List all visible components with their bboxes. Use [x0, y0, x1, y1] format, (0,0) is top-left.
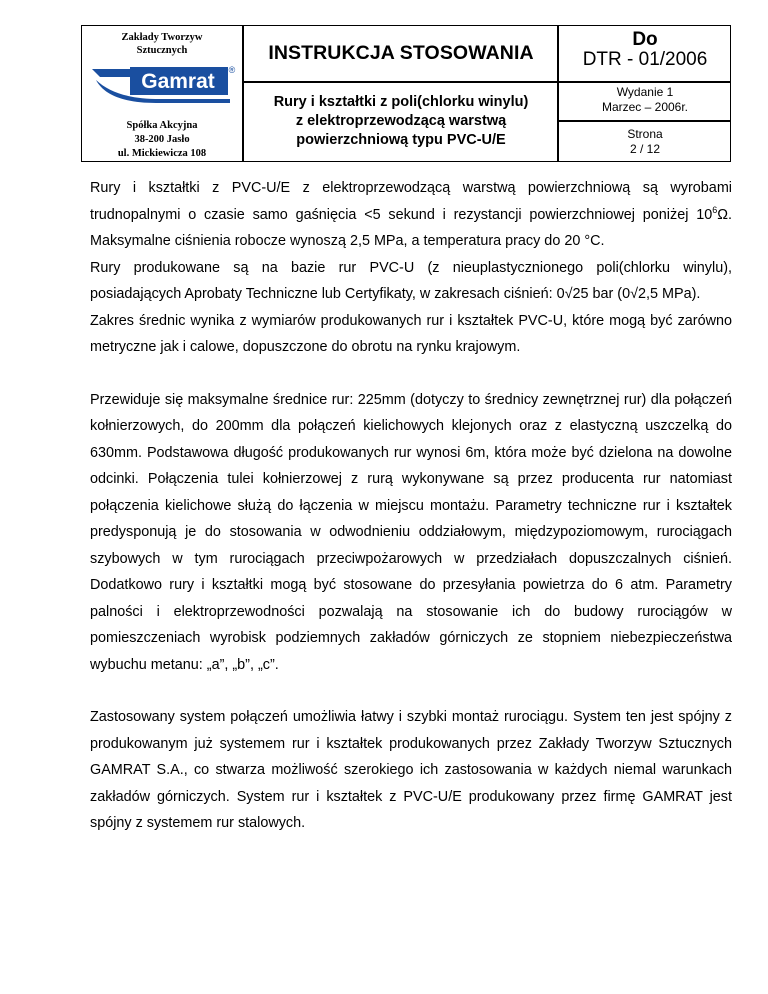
paragraph-3: Zakres średnic wynika z wymiarów produkowanych rur i kształtek PVC-U, które mogą być zarówno metryczne jak i calowe, dopuszczone do obrotu na rynku krajowym. [90, 312, 732, 355]
document-title: INSTRUKCJA STOSOWANIA [268, 42, 534, 64]
registered-mark: ® [228, 65, 236, 75]
dtr-number: DTR - 01/2006 [582, 49, 708, 70]
company-address [82, 119, 242, 161]
edition-date: Marzec – 2006r. [601, 100, 689, 114]
company-type: Spółka Akcyjna [126, 120, 198, 131]
header-divider [557, 120, 730, 122]
document-header [81, 25, 731, 162]
subtitle-line-1: Rury i kształtki z poli(chlorku winylu) [273, 94, 529, 110]
company-street: ul. Mickiewicza 108 [117, 148, 207, 159]
company-city: 38-200 Jasło [134, 134, 190, 145]
paragraph-2: Rury produkowane są na bazie rur PVC-U (z nieuplastycznionego poli(chlorku winylu), posiadających Aprobaty Techniczne lub Certyfikaty, w zakresach ciśnień: 0√25 bar (0√2,5 MPa). [90, 259, 732, 302]
exponent: 6 [712, 204, 718, 215]
company-line-2: Sztucznych [136, 45, 188, 56]
paragraph-1-text-b: Ω. Maksymalne ciśnienia robocze wynoszą 2,5 MPa, a temperatura pracy do 20 °C. [90, 206, 732, 249]
paragraph-1 [90, 175, 732, 255]
page-label: Strona [627, 127, 663, 141]
document-subtitle [244, 93, 558, 150]
header-divider [242, 81, 730, 83]
paragraph-1-text-a: Rury i kształtki z PVC-U/E z elektroprzewodzącą warstwą powierzchniową są wyrobami trudnopalnymi o czasie samo gaśnięcia <5 sekund i rezystancji powierzchniowej poniżej 10 [90, 180, 732, 223]
company-name [82, 31, 242, 57]
company-line-1: Zakłady Tworzyw [121, 32, 203, 43]
page-number: 2 / 12 [629, 142, 661, 156]
gamrat-logo [90, 63, 236, 105]
edition-info [559, 85, 731, 115]
subtitle-line-2: z elektroprzewodzącą warstwą [295, 113, 507, 129]
document-body [90, 175, 732, 837]
edition-number: Wydanie 1 [616, 85, 674, 99]
do-label: Do [632, 29, 658, 50]
paragraph-4: Przewiduje się maksymalne średnice rur: 225mm (dotyczy to średnicy zewnętrznej rur) dla połączeń kołnierzowych, do 200mm dla połączeń kielichowych klejonych oraz z elastyczną uszczelką do 630mm. Podstawowa długość produkowanych rur wynosi 6m, która może być dzielona na dowolne odcinki. Połączenia tulei kołnierzowej z rurą wykonywane są przez producenta rur natomiast połączenia kielichowe służą do łączenia w miejscu montażu. Parametry techniczne rur i kształtek predysponują je do stosowania w odwodnieniu oddziałowym, międzypoziomowym, rurociągach szybowych w tym rurociągach przeciwpożarowych w przedziałach dopuszczalnych ciśnień. Dodatkowo rury i kształtki mogą być stosowane do przesyłania powietrza do 6 atm. Parametry palności i elektroprzewodności pozwalają na stosowanie ich do budowy rurociągów w pomieszczeniach wyrobisk podziemnych zakładów górniczych ze stopniem niebezpieczeństwa wybuchu metanu: „a”, „b”, „c”. [90, 391, 732, 673]
paragraph-5: Zastosowany system połączeń umożliwia łatwy i szybki montaż rurociągu. System ten jest spójny z produkowanym już systemem rur i kształtek produkowanych przez Zakłady Tworzyw Sztucznych GAMRAT S.A., co stwarza możliwość szerokiego ich zastosowania w każdych niemal warunkach zakładów górniczych. System rur i kształtek z PVC-U/E produkowany przez firmę GAMRAT jest spójny z systemem rur stalowych. [90, 709, 732, 831]
page-info [559, 127, 731, 157]
logo-text: Gamrat [141, 70, 215, 93]
subtitle-line-3: powierzchniową typu PVC-U/E [296, 132, 506, 148]
